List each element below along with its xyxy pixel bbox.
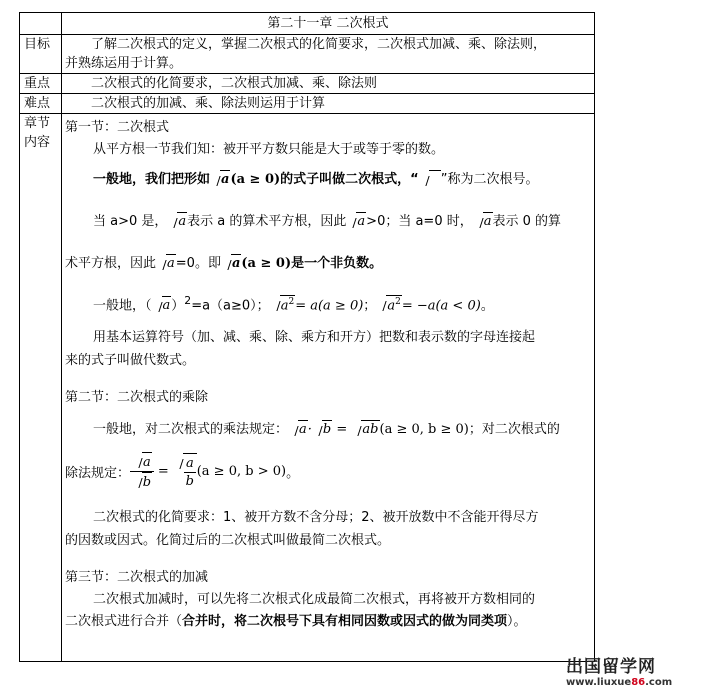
section-2-simplify-line-2: 的因数或因式。化简过后的二次根式叫做最简二次根式。 [65,533,391,548]
inner-den-b: b [185,474,194,489]
goal-text-line-1: 了解二次根式的定义，掌握二次根式的化简要求，二次根式加减、乘、除法则， [91,37,547,52]
sqrt-symbol [211,170,230,187]
difficulty-text: 二次根式的加减、乘、除法则运用于计算 [62,94,595,114]
p3-text-d: 表示 0 的算 [492,214,562,229]
sqrt-a-4 [157,254,176,271]
inner-num-a: a [185,456,194,471]
p5-text-e: 。 [480,298,494,314]
goal-text [62,35,595,74]
mul-radicand-ab: ab [362,422,379,437]
p5-text-b: ） [171,298,185,314]
difficulty-label: 难点 [20,94,62,114]
section-2-title: 第二节：二次根式的乘除 [65,390,209,405]
sqrt-div-a [133,452,152,471]
section-3-title: 第三节：二次根式的加减 [65,570,209,585]
sqrt-a-squared-2 [377,295,402,313]
p5-text-d: ； [363,298,377,314]
watermark-chinese: 出国留学网 [566,657,656,677]
sqrt-a-5 [222,254,241,271]
section-1-para-6-line-1: 用基本运算符号（加、减、乘、除、乘方和开方）把数和表示数的字母连接起 [93,330,536,345]
p4-text-a: 术平方根，因此 [65,256,157,271]
section-3-para-line-2 [65,610,590,629]
sqrt-empty-symbol [420,170,441,187]
content-label-line-2: 内容 [24,135,51,150]
key-point-text: 二次根式的化简要求，二次根式加减、乘、除法则 [62,74,595,94]
p5-text-a: 一般地，（ [93,298,152,314]
s3-text-bold: 合并时，将二次根号下具有相同因数或因式的做为同类项 [182,614,508,629]
sqrt-a-squared-1 [271,295,296,313]
p5-text-c: =a（a≥0）； [191,298,270,314]
section-1-para-6-line-2: 来的式子叫做代数式。 [65,353,196,368]
def-text-a: 一般地，我们把形如 [93,172,211,187]
sqrt-a-2 [347,212,366,229]
s3-text-c: ）。 [507,614,527,629]
goal-label: 目标 [20,35,62,74]
key-point-label: 重点 [20,74,62,94]
section-1-para-3 [65,210,590,229]
s2-p1-text-b: ；对二次根式的 [468,422,560,437]
equation-2: = −a(a < 0) [401,298,481,314]
condition-div: (a ≥ 0, b > 0) [196,464,287,479]
chapter-title: 第二十一章 二次根式 [62,13,595,35]
radicand-a-2: a [357,214,366,229]
sqrt-mul-ab [352,420,379,437]
condition-a: (a ≥ 0) [230,172,281,187]
condition-ab: (a ≥ 0, b ≥ 0) [379,422,469,437]
s2-p2-text-a: 除法规定： [65,466,131,481]
square-exponent: 2 [184,294,192,307]
exp-1: 2 [288,297,295,307]
div-left-fraction [130,452,154,491]
p3-text-c: >0；当 a=0 时， [366,214,473,229]
div-radicand-a: a [142,452,152,471]
section-1-title: 第一节：二次根式 [65,120,170,135]
mul-radicand-a: a [299,422,307,437]
p3-text-b: 表示 a 的算术平方根，因此 [187,214,347,229]
watermark-url-b: 86 [631,677,646,688]
section-2-division: 除法规定： $\frac{a}{b}$ = $\frac{a}{b}$ (a ≥ 0, b > 0)。 [65,452,590,491]
condition-a-2: (a ≥ 0) [241,256,292,271]
s2-p1-text-a: 一般地，对二次根式的乘法规定： [93,422,289,437]
content-label-line-1: 章节 [24,116,51,131]
section-1-para-5 [65,294,590,313]
sqrt-a-3 [474,212,493,229]
div-radicand-b: b [142,472,152,491]
corner-cell [20,13,62,35]
radicand-a-6: a [162,298,171,314]
lesson-outline-table [19,12,595,662]
watermark-url [566,677,706,688]
chapter-content [62,114,595,662]
s3-text-a: 二次根式进行合并（ [65,614,183,629]
sqrt-a-1 [168,212,187,229]
radicand-a-sq-1: a [280,298,289,314]
radicand-a-4: a [167,256,175,271]
s2-p2-text-b: 。 [286,466,300,481]
exp-2: 2 [395,297,401,307]
section-2-simplify-line-1: 二次根式的化简要求：1、被开方数不含分母；2、被开放数中不含能开得尽方 [93,510,539,525]
def-text-b: 的式子叫做二次根式，“ [280,172,419,187]
p3-text-a: 当 a>0 是， [93,214,168,229]
def-text-c: ”称为二次根号。 [440,172,539,187]
radicand-a-5: a [231,256,241,271]
sqrt-mul-b [313,420,332,437]
sqrt-fraction [174,453,197,490]
radicand-a-3: a [483,214,492,229]
site-watermark [566,652,706,688]
section-3-para-line-1: 二次根式加减时，可以先将二次根式化成最简二次根式，再将被开方数相同的 [93,592,536,607]
content-label [20,114,62,662]
mul-radicand-b: b [322,422,332,437]
watermark-url-a: www.liuxue [566,677,632,688]
goal-text-line-2: 并熟练运用于计算。 [65,56,183,71]
radicand-a-sq-2: a [387,298,396,314]
p4-text-c: 是一个非负数。 [291,256,383,271]
section-1-definition [65,168,590,187]
section-1-para-4 [65,252,590,271]
radicand-a: a [221,172,230,187]
section-2-multiplication: 一般地，对二次根式的乘法规定： a· b = ab(a ≥ 0, b ≥ 0)；对二次根式的 [93,422,560,437]
sqrt-div-b [133,472,152,491]
sqrt-a-6 [153,296,172,313]
radicand-a-1: a [178,214,187,229]
watermark-url-c: .com [645,677,673,688]
section-1-para-1: 从平方根一节我们知：被开平方数只能是大于或等于零的数。 [93,142,445,157]
p4-text-b: =0。即 [175,256,221,271]
sqrt-mul-a [289,420,308,437]
equation-1: = a(a ≥ 0) [295,298,364,314]
